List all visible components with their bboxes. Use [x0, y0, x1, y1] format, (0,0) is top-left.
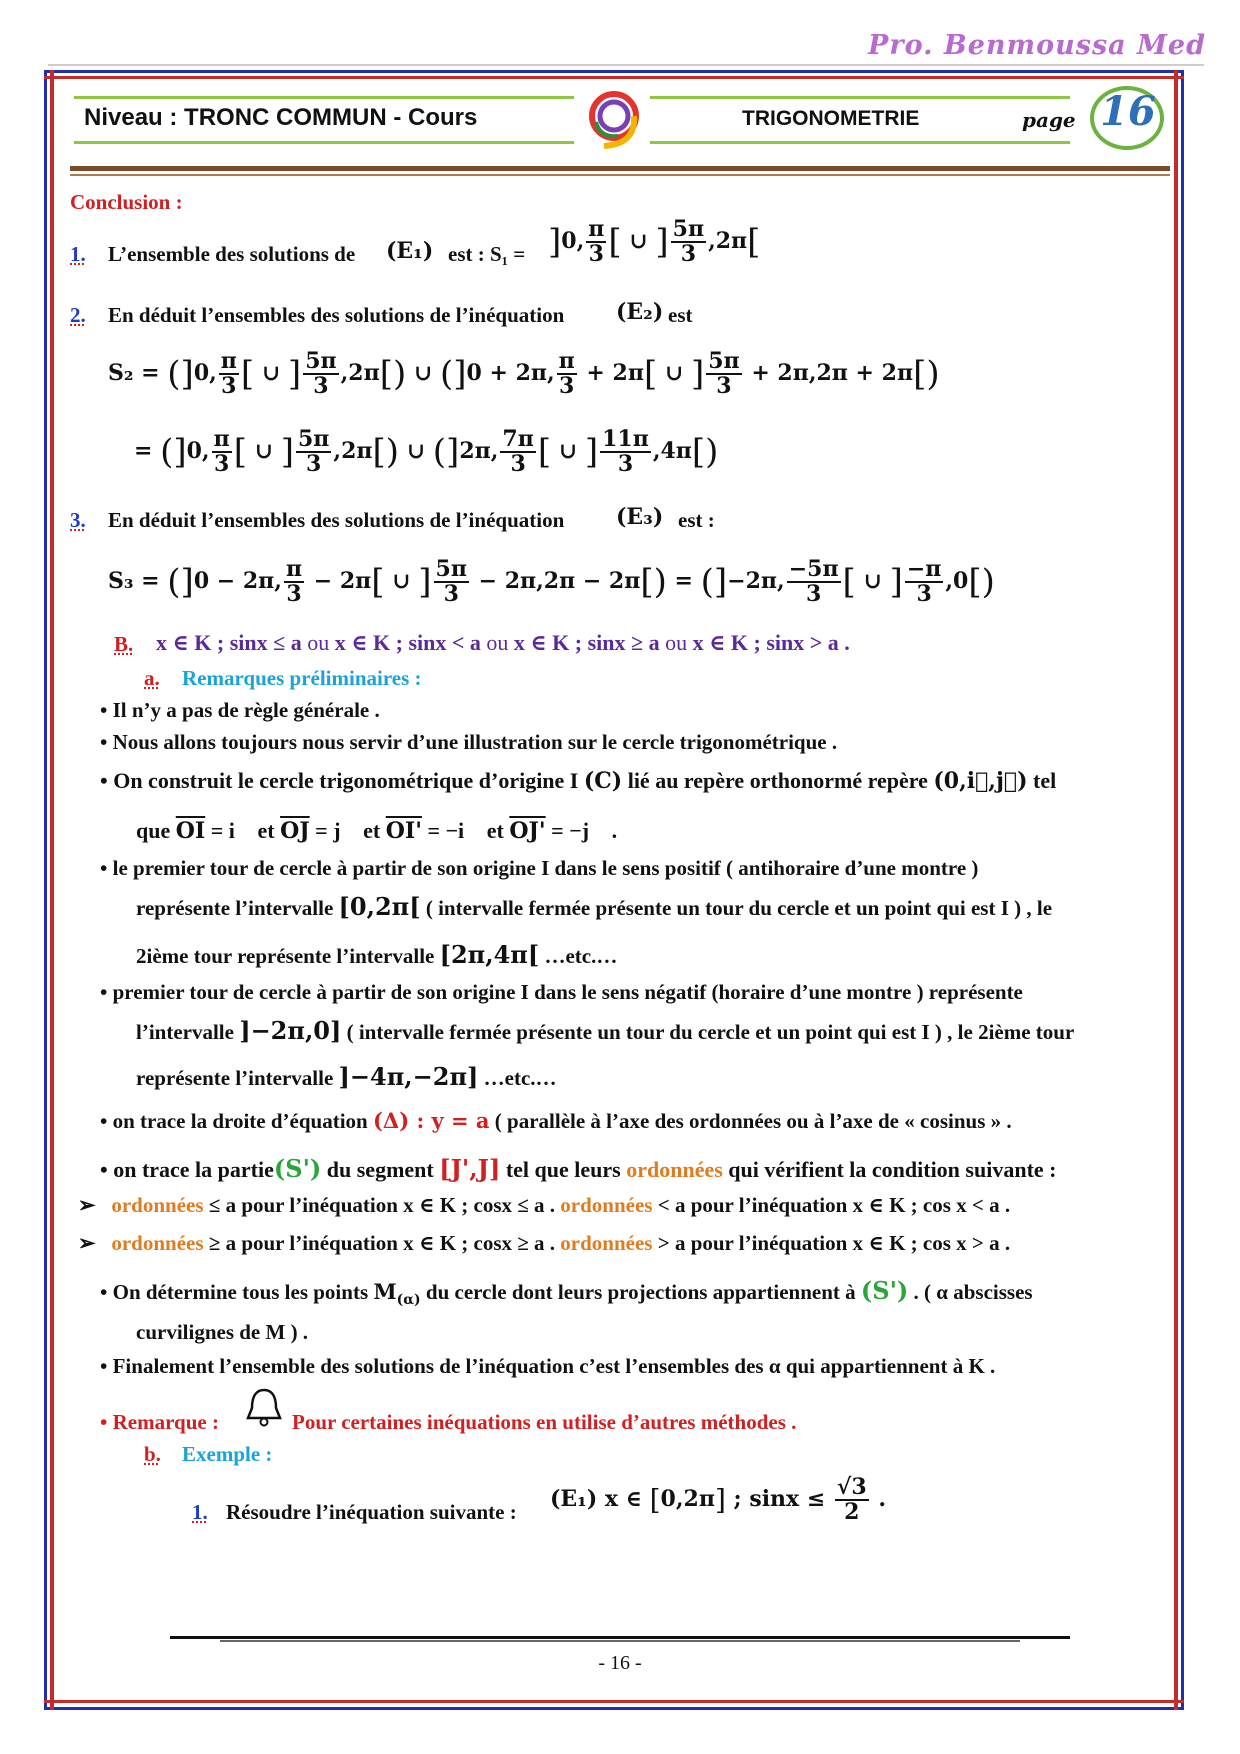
bullet-item: • Il n’y a pas de règle générale . [100, 698, 380, 722]
bullet-item: • on trace la partie(S') du segment [J',J] tel que leurs ordonnées qui vérifient la condition suivante : [100, 1154, 1057, 1183]
vector-definitions: que $\overline{OI}$ = i⃗ et $\overline{OJ}$ = j⃗ et OI' = −i⃗ et OJ' = −j⃗ . [136, 818, 618, 844]
condition: x ∈ K ; sinx ≤ a [156, 630, 302, 655]
item-text: En déduit l’ensembles des solutions de l’inéquation [108, 508, 565, 532]
solution-set-s3: S₃ = (]0 − 2π, $\frac{\pi}{3}$ − 2π[ ∪ ] $\frac{5\pi}{3}$ − 2π,2π − 2π[) = (]−2π, $\frac{-5\pi}{3}$ [ ∪ ] $\frac{-\pi}{3}$ ,0[) [108, 556, 995, 608]
bullet-item: • Nous allons toujours nous servir d’une illustration sur le cercle trigonométrique . [100, 730, 838, 754]
equation-label: (E₂) [616, 299, 664, 325]
connector: ou [486, 630, 509, 655]
bullet-item: • on trace la droite d’équation (Δ) : y = a ( parallèle à l’axe des ordonnées ou à l’axe de « cosinus » . [100, 1108, 1012, 1133]
header-line [74, 141, 574, 144]
header-line [650, 96, 1070, 99]
item-number: 3. [70, 508, 86, 532]
page-label: page [1022, 108, 1076, 132]
section-letter: B. [114, 632, 134, 656]
condition: x ∈ K ; sinx > a . [692, 630, 850, 655]
subsection-letter: a. [144, 666, 160, 690]
condition: x ∈ K ; sinx < a [334, 630, 481, 655]
header-rule [70, 166, 1170, 171]
exercise-number: 1. [192, 1500, 208, 1524]
condition: x ∈ K ; sinx ≥ a [513, 630, 660, 655]
bullet-continuation: l’intervalle ]−2π,0] ( intervalle fermée présente un tour du cercle et un point qui est I ) , le 2ième tour [136, 1016, 1075, 1045]
connector: ou [307, 630, 330, 655]
header-line [74, 96, 574, 99]
bullet-item: • le premier tour de cercle à partir de son origine I dans le sens positif ( antihoraire d’une montre ) [100, 856, 979, 880]
header-rule [70, 174, 1170, 176]
subsection-title: Exemple : [182, 1442, 273, 1466]
header-line [650, 141, 1070, 144]
page-number: 16 [1100, 88, 1156, 135]
item-text: En déduit l’ensembles des solutions de l’inéquation [108, 303, 565, 327]
bullet-continuation: 2ième tour représente l’intervalle [2π,4π[ …etc.… [136, 940, 618, 969]
equation-label: (E₁) [386, 238, 434, 264]
equation-label: (E₃) [616, 504, 664, 530]
bullet-item: • premier tour de cercle à partir de son origine I dans le sens négatif (horaire d’une montre ) représente [100, 980, 1023, 1004]
item-text: est : [678, 508, 715, 532]
frame-red-bottom [44, 1700, 1184, 1703]
arrow-item: ➢ ordonnées ≥ a pour l’inéquation x ∈ K ; cosx ≥ a . ordonnées > a pour l’inéquation x ∈ K ; cos x > a . [78, 1231, 1011, 1255]
connector: ou [665, 630, 688, 655]
exercise-text: Résoudre l’inéquation suivante : [226, 1500, 517, 1524]
arrow-item: ➢ ordonnées ≤ a pour l’inéquation x ∈ K ; cosx ≤ a . ordonnées < a pour l’inéquation x ∈ K ; cos x < a . [78, 1193, 1011, 1217]
logo-icon [574, 86, 654, 152]
bullet-item: • On construit le cercle trigonométrique d’origine I (C) lié au repère orthonormé repère (0,i⃗,j⃗) tel [100, 768, 1057, 794]
footer-page-number: - 16 - [598, 1652, 642, 1674]
bell-icon [244, 1386, 284, 1430]
item-text: est : S₁ = [448, 242, 526, 266]
bullet-continuation: curvilignes de M ) . [136, 1320, 309, 1344]
frame-red-top [44, 76, 1184, 79]
bullet-continuation: représente l’intervalle ]−4π,−2π] …etc.… [136, 1062, 557, 1091]
author-signature: Pro. Benmoussa Med [868, 30, 1206, 61]
item-number: 2. [70, 303, 86, 327]
solution-set-s2-line2: = (]0, $\frac{\pi}{3}$ [ ∪ ] $\frac{5\pi}{3}$ ,2π[) ∪ (]2π, $\frac{7\pi}{3}$ [ ∪ ] $\frac{11\pi}{3}$ ,4π[) [134, 426, 719, 478]
conclusion-title: Conclusion : [70, 190, 183, 214]
author-underline [48, 64, 1204, 66]
subsection-title: Remarques préliminaires : [182, 666, 422, 690]
remark-text: Pour certaines inéquations en utilise d’autres méthodes . [292, 1410, 797, 1434]
subsection-letter: b. [144, 1442, 161, 1466]
remark-label: • Remarque : [100, 1410, 219, 1434]
header-subject: TRIGONOMETRIE [742, 107, 920, 130]
section-b-title [156, 630, 850, 656]
solution-set-s2-line1: S₂ = (]0, $\frac{\pi}{3}$ [ ∪ ] $\frac{5\pi}{3}$ ,2π[) ∪ (]0 + 2π, $\frac{\pi}{3}$ + 2π[ ∪ ] $\frac{5\pi}{3}$ + 2π,2π + 2π[) [108, 348, 940, 400]
item-text: L’ensemble des solutions de [108, 242, 356, 266]
exercise-inequation: (E₁) x ∈ [0,2π] ; sinx ≤ $\frac{√3}{2}$ . [550, 1474, 887, 1526]
bullet-item: • On détermine tous les points $M_{(\alpha)}$ du cercle dont leurs projections appartiennent à (S') . ( α abscisses [100, 1276, 1033, 1309]
footer-rule [220, 1640, 1020, 1642]
header-level: Niveau : TRONC COMMUN - Cours [84, 104, 478, 131]
frame-red-right [1174, 70, 1178, 1710]
solution-set-s1: ]0, $\frac{\pi}{3}$ [ ∪ ] $\frac{5\pi}{3}$ ,2π[ [548, 216, 761, 268]
bullet-item: • Finalement l’ensemble des solutions de l’inéquation c’est l’ensembles des α qui appartiennent à K . [100, 1354, 996, 1378]
item-text: est [668, 303, 693, 327]
bullet-continuation: représente l’intervalle [0,2π[ ( intervalle fermée présente un tour du cercle et un point qui est I ) , le [136, 892, 1053, 921]
frame-red-left [50, 70, 54, 1710]
footer-rule [170, 1636, 1070, 1639]
item-number: 1. [70, 242, 86, 266]
